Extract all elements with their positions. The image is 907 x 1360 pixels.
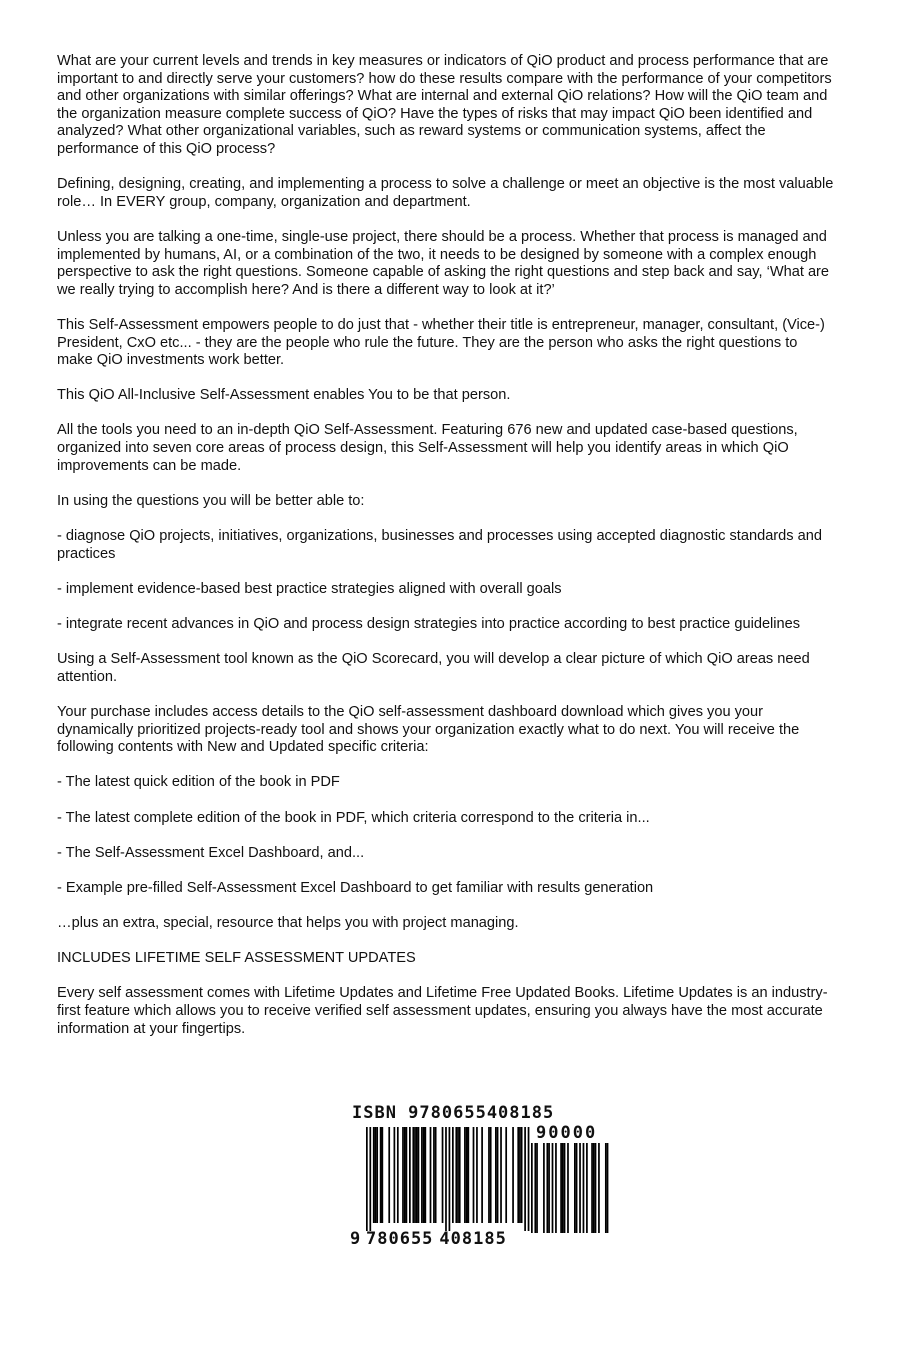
- barcode-bar: [414, 1127, 416, 1223]
- addon-bar: [567, 1143, 569, 1233]
- paragraph-purchase-includes: Your purchase includes access details to the QiO self-assessment dashboard download which gives you your dynamically prioritized projects-ready tool and shows your organization exactly what to do next. You will receive the following contents with New and Updated specific criteria:: [57, 703, 800, 756]
- barcode-bar: [476, 1127, 478, 1223]
- addon-bar: [552, 1143, 554, 1233]
- bullet-diagnose: - diagnose QiO projects, initiatives, organizations, businesses and processes using accepted diagnostic standards and practices: [57, 528, 822, 562]
- addon-bar: [593, 1143, 595, 1233]
- barcode-bar: [517, 1127, 519, 1223]
- barcode-bar: [376, 1127, 378, 1223]
- barcode-bar: [381, 1127, 383, 1223]
- barcode-bar: [418, 1127, 420, 1223]
- barcode-bar: [404, 1127, 406, 1223]
- paragraph-empowers-people: This Self-Assessment empowers people to do just that - whether their title is entrepreneur, manager, consultant, (Vice-) President, CxO etc... - they are the people who rule the future. They are the person who asks the right questions to make QiO investments work better.: [57, 316, 825, 369]
- addon-bar: [546, 1143, 548, 1233]
- barcode-bar: [500, 1127, 502, 1223]
- barcode-bar: [373, 1127, 375, 1223]
- barcode-bar: [397, 1127, 399, 1223]
- barcode-bar: [464, 1127, 466, 1223]
- barcode-bar: [490, 1127, 492, 1223]
- barcode-bar: [519, 1127, 521, 1223]
- barcode-digit-first: 9: [350, 1229, 361, 1249]
- barcode-bar: [375, 1127, 377, 1223]
- barcode-bar: [466, 1127, 468, 1223]
- barcode-bar: [521, 1127, 523, 1223]
- barcode-bar: [442, 1127, 444, 1223]
- barcode-bar: [430, 1127, 432, 1223]
- bullet-implement: - implement evidence-based best practice strategies aligned with overall goals: [57, 580, 562, 597]
- addon-bar: [555, 1143, 557, 1233]
- barcode-guard-bar: [449, 1127, 451, 1231]
- addon-bar: [543, 1143, 545, 1233]
- barcode-bar: [497, 1127, 499, 1223]
- barcode-guard-bar: [366, 1127, 368, 1231]
- paragraph-be-that-person: This QiO All-Inclusive Self-Assessment enables You to be that person.: [57, 387, 511, 404]
- addon-code-label: 90000: [536, 1123, 598, 1143]
- addon-bar: [560, 1143, 562, 1233]
- barcode-guard-bar: [528, 1127, 530, 1231]
- barcode-bar: [402, 1127, 404, 1223]
- barcode-bar: [512, 1127, 514, 1223]
- barcode-bar: [380, 1127, 382, 1223]
- barcode-bar: [435, 1127, 437, 1223]
- barcode-bar: [495, 1127, 497, 1223]
- addon-bar: [591, 1143, 593, 1233]
- barcode-bar: [505, 1127, 507, 1223]
- barcode-bar: [424, 1127, 426, 1223]
- barcode-bar: [409, 1127, 411, 1223]
- heading-lifetime-updates: INCLUDES LIFETIME SELF ASSESSMENT UPDATES: [57, 950, 416, 967]
- paragraph-defining-process: Defining, designing, creating, and implementing a process to solve a challenge or meet an objective is the most valuable role… In EVERY group, company, organization and department.: [57, 176, 834, 210]
- barcode-bar: [433, 1127, 435, 1223]
- addon-bar: [531, 1143, 533, 1233]
- barcode-bar: [416, 1127, 418, 1223]
- barcode-bar: [452, 1127, 454, 1223]
- barcode-guard-bar: [445, 1127, 447, 1231]
- addon-bar: [534, 1143, 536, 1233]
- paragraph-extra-resource: …plus an extra, special, resource that helps you with project managing.: [57, 915, 519, 932]
- addon-bar: [536, 1143, 538, 1233]
- addon-bar: [598, 1143, 600, 1233]
- addon-bar: [574, 1143, 576, 1233]
- paragraph-scorecard: Using a Self-Assessment tool known as the QiO Scorecard, you will develop a clear picture of which QiO areas need attention.: [57, 651, 810, 685]
- paragraph-one-time-project: Unless you are talking a one-time, single-use project, there should be a process. Whether that process is managed and implemented by humans, AI, or a combination of the two, it needs to be designed by someone with a complex enough perspective to ask the right questions. Someone capable of asking the right questions and step back and say, ‘What are we really trying to accomplish here? And is there a different way to look at it?’: [57, 228, 830, 298]
- barcode-bar: [423, 1127, 425, 1223]
- barcode-bar: [473, 1127, 475, 1223]
- addon-bar: [562, 1143, 564, 1233]
- barcode-digits: [350, 1229, 507, 1249]
- barcode-bar: [394, 1127, 396, 1223]
- bullet-complete-edition: - The latest complete edition of the book in PDF, which criteria correspond to the criteria in...: [57, 809, 650, 826]
- paragraph-all-the-tools: All the tools you need to an in-depth QiO Self-Assessment. Featuring 676 new and updated case-based questions, organized into seven core areas of process design, this Self-Assessment will help you identify areas in which QiO improvements can be made.: [57, 422, 798, 474]
- paragraph-better-able-to: In using the questions you will be better able to:: [57, 492, 365, 509]
- addon-bar: [579, 1143, 581, 1233]
- barcode-bar: [412, 1127, 414, 1223]
- barcode-bar: [488, 1127, 490, 1223]
- barcode-bar: [421, 1127, 423, 1223]
- barcode-bar: [406, 1127, 408, 1223]
- isbn-barcode: [350, 1103, 610, 1253]
- barcode-guard-bar: [369, 1127, 371, 1231]
- addon-bar: [586, 1143, 588, 1233]
- addon-bar: [548, 1143, 550, 1233]
- barcode-bar: [388, 1127, 390, 1223]
- bullet-integrate: - integrate recent advances in QiO and process design strategies into practice according to best practice guidelines: [57, 616, 801, 632]
- barcode-bar: [457, 1127, 459, 1223]
- paragraph-lifetime-updates: Every self assessment comes with Lifetime Updates and Lifetime Free Updated Books. Lifetime Updates is an industry-first feature which allows you to receive verified self assessment updates, ensuring you always have the most accurate information at your fingertips.: [57, 985, 828, 1037]
- barcode-bar: [459, 1127, 461, 1223]
- addon-bar: [583, 1143, 585, 1233]
- addon-bar: [576, 1143, 578, 1233]
- barcode-bar: [467, 1127, 469, 1223]
- barcode-bar: [481, 1127, 483, 1223]
- bullet-prefilled-dashboard: - Example pre-filled Self-Assessment Excel Dashboard to get familiar with results generation: [57, 879, 654, 896]
- description-text: [57, 53, 837, 1056]
- addon-bar: [595, 1143, 597, 1233]
- isbn-label: ISBN 9780655408185: [352, 1103, 555, 1123]
- bullet-quick-edition: - The latest quick edition of the book in PDF: [57, 774, 340, 791]
- addon-bar: [564, 1143, 566, 1233]
- paragraph-intro-questions: What are your current levels and trends in key measures or indicators of QiO product and process performance that are important to and directly serve your customers? how do these results compare with the performance of your competitors and other organizations with similar offerings? What are internal and external QiO relations? How will the QiO team and the organization measure complete success of QiO? Have the types of risks that may impact QiO been identified and analyzed? What other organizational variables, such as reward systems or communication systems, affect the performance of this QiO process?: [57, 53, 832, 157]
- addon-bar: [605, 1143, 607, 1233]
- barcode-bar: [455, 1127, 457, 1223]
- barcode-digit-group-right: 408185: [439, 1229, 507, 1249]
- barcode-digit-group-left: 780655: [366, 1229, 434, 1249]
- barcode-guard-bar: [524, 1127, 526, 1231]
- bullet-excel-dashboard: - The Self-Assessment Excel Dashboard, and...: [57, 844, 365, 861]
- addon-bar: [607, 1143, 609, 1233]
